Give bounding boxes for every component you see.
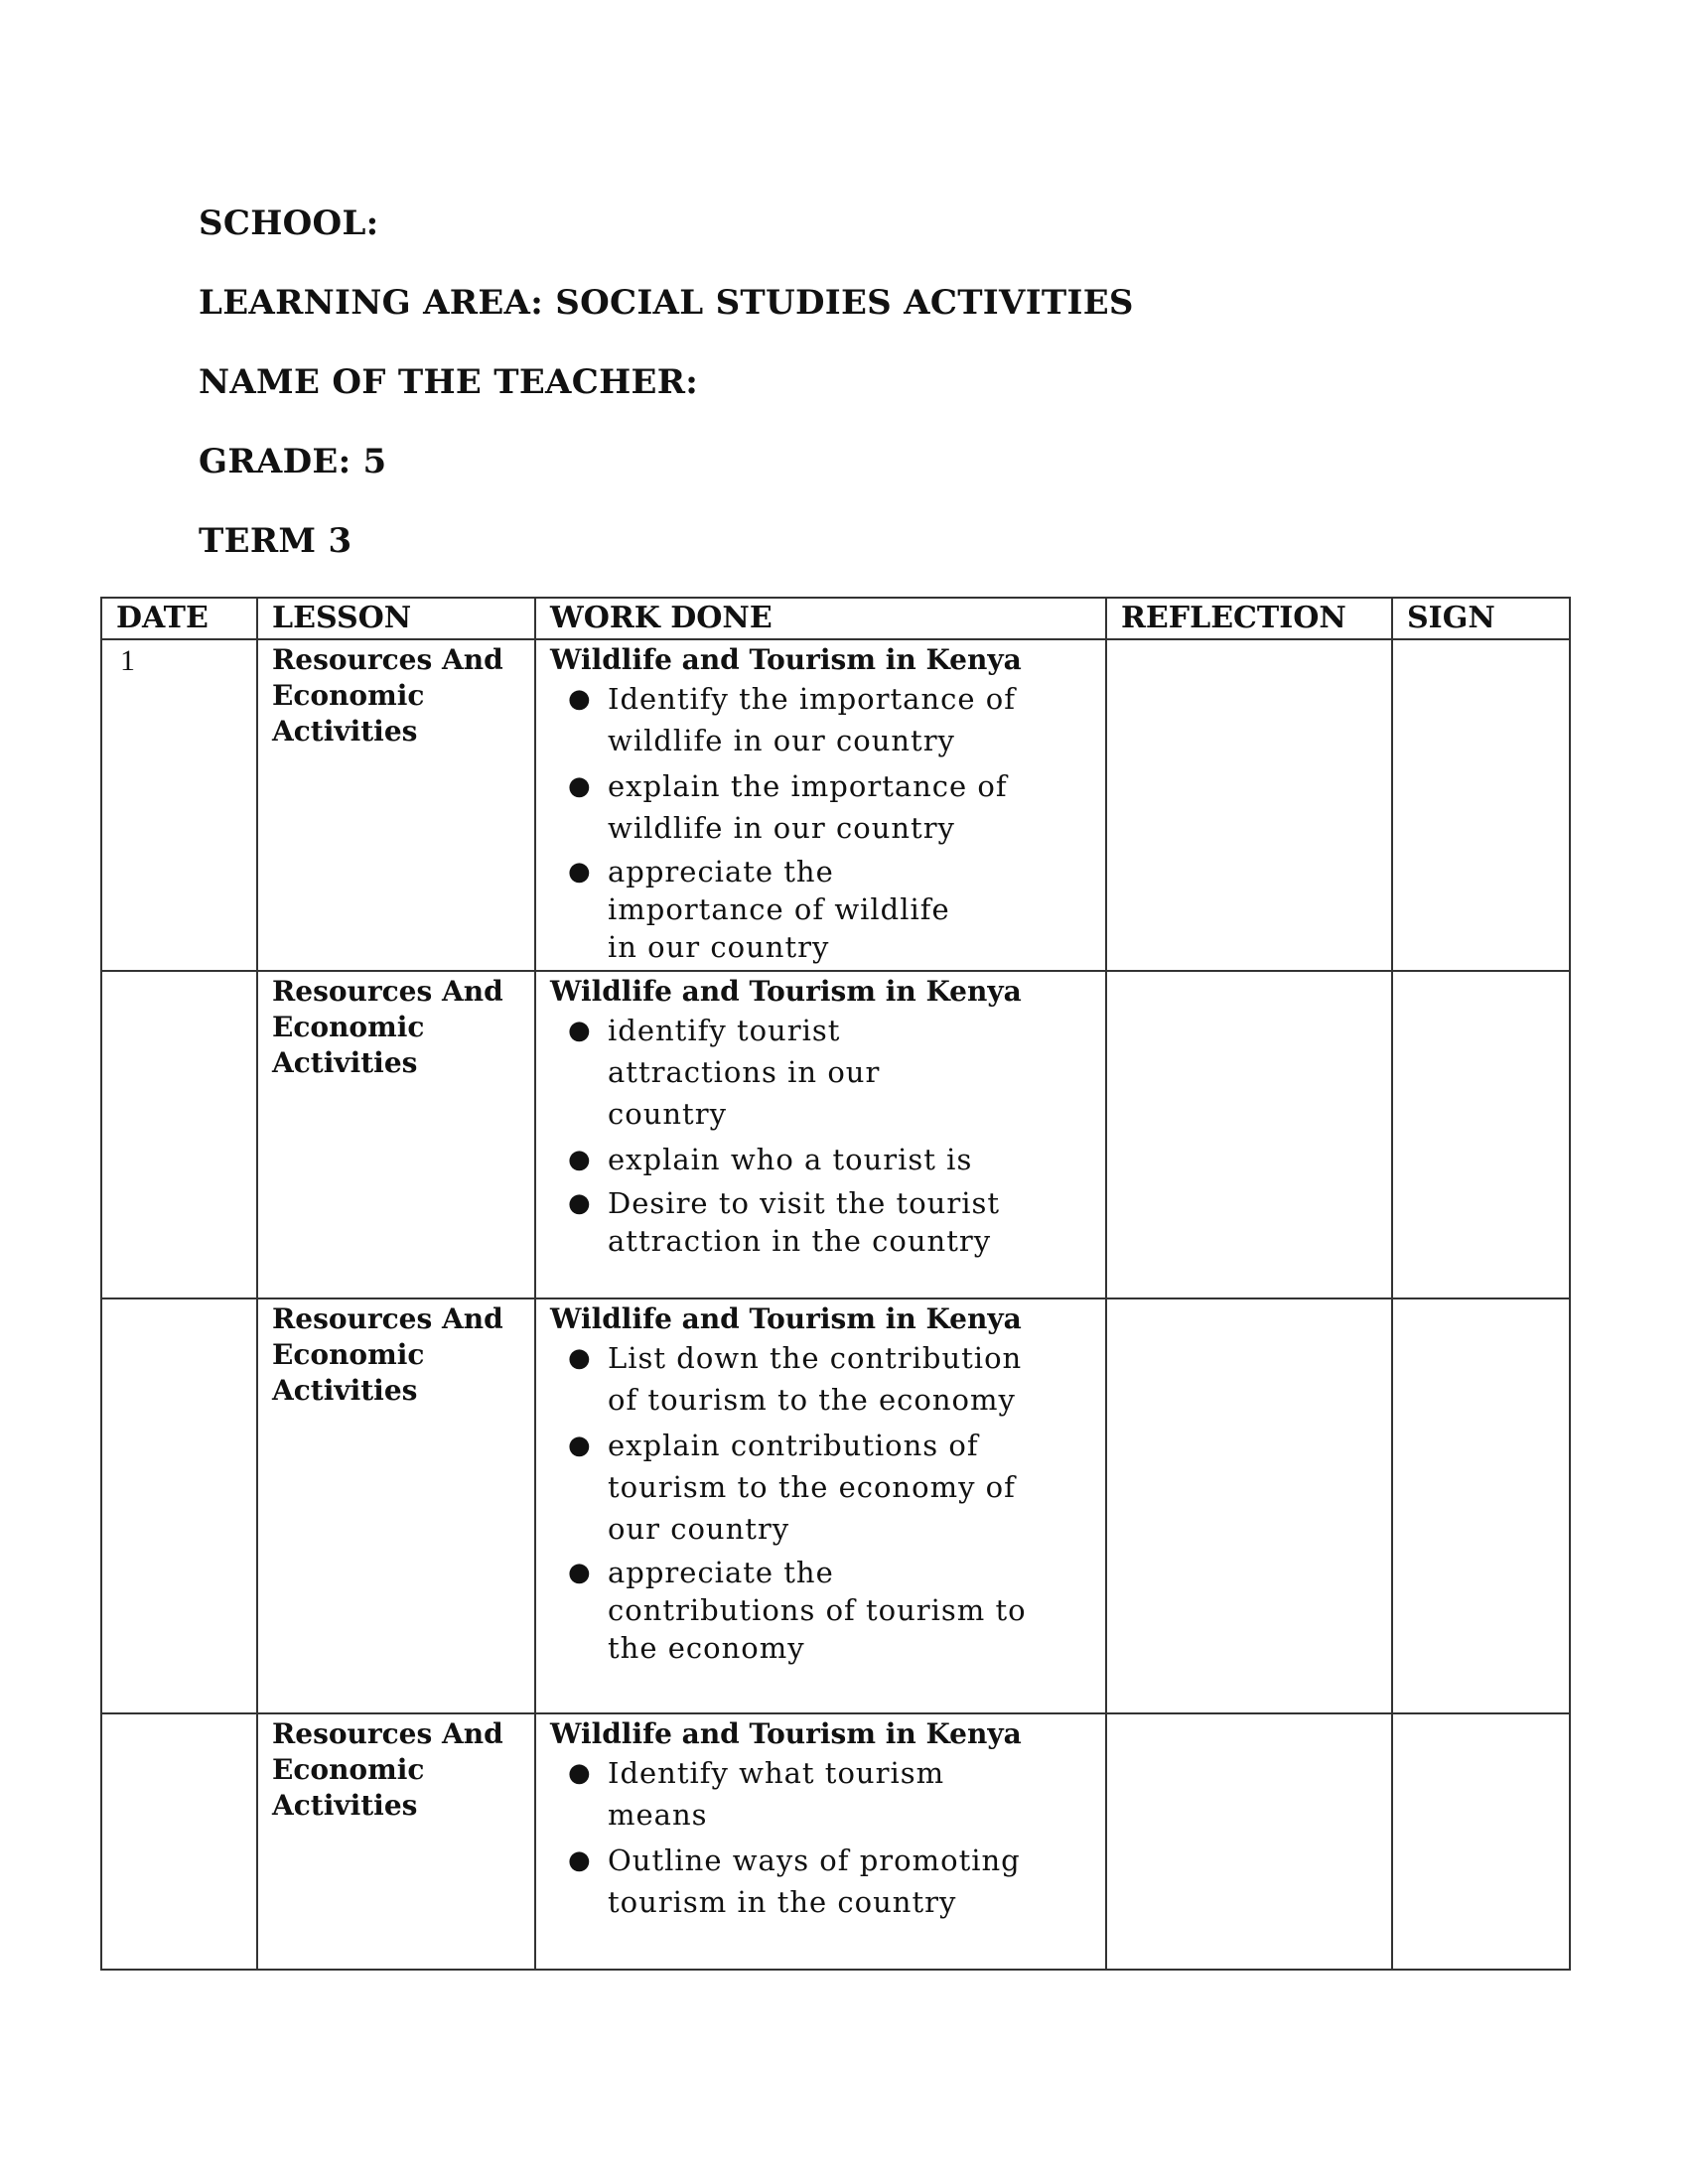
lesson-line: Economic [272,1338,425,1371]
reflection-cell [1106,971,1392,1298]
column-header-lesson: LESSON [257,598,535,639]
list-item: ● Outline ways of promoting tourism in the country [608,1840,1105,1927]
reflection-cell [1106,1298,1392,1713]
column-header-sign: SIGN [1392,598,1570,639]
objective-list [550,1752,1105,1927]
table-header-row [101,598,1570,639]
bullet-icon: ● [568,1188,592,1218]
lesson-line: Economic [272,1011,425,1043]
reflection-cell [1106,1713,1392,1970]
lesson-line: Resources And [272,975,503,1008]
bullet-icon: ● [568,1145,592,1174]
list-item: ● Desire to visit the tourist attraction in the country [568,1186,1001,1258]
sign-cell [1392,1298,1570,1713]
list-item: ● identify tourist attractions in our country [608,1010,1105,1139]
topic-title: Wildlife and Tourism in Kenya [550,1717,1022,1750]
topic-title: Wildlife and Tourism in Kenya [550,1302,1022,1335]
sign-cell [1392,639,1570,971]
work-done-cell [535,1298,1106,1713]
work-done-cell [535,971,1106,1298]
bullet-icon: ● [568,1016,592,1045]
grade-field: GRADE: 5 [199,442,387,481]
bullet-icon: ● [568,684,592,714]
list-item: ● Identify what tourism means [608,1752,1105,1840]
column-header-reflection: REFLECTION [1106,598,1392,639]
lesson-cell [257,639,535,971]
reflection-cell [1106,639,1392,971]
column-header-date: DATE [101,598,257,639]
lesson-line: Activities [272,1789,418,1822]
learning-area-field: LEARNING AREA: SOCIAL STUDIES ACTIVITIES [199,283,1134,323]
sign-cell [1392,971,1570,1298]
objective-list [550,1010,1105,1264]
objective-list [550,678,1105,970]
table-row [101,1298,1570,1713]
lesson-line: Activities [272,715,418,748]
document-header [199,194,1134,591]
sign-cell [1392,1713,1570,1970]
lesson-line: Resources And [272,643,503,676]
bullet-icon: ● [568,1431,592,1460]
table-row [101,639,1570,971]
term-field: TERM 3 [199,521,352,561]
bullet-icon: ● [568,1758,592,1788]
lesson-cell [257,1713,535,1970]
bullet-icon: ● [568,771,592,801]
date-cell [101,1713,257,1970]
bullet-icon: ● [568,1558,592,1587]
topic-title: Wildlife and Tourism in Kenya [550,643,1022,676]
list-item: ● List down the contribution of tourism to the economy [608,1337,1105,1425]
date-cell [101,971,257,1298]
list-item: ● appreciate the importance of wildlife in our country [568,855,950,964]
lesson-record-table [100,597,1571,1971]
bullet-icon: ● [568,1343,592,1373]
list-item: ● appreciate the contributions of tourism to the economy [568,1556,1027,1665]
work-done-cell [535,1713,1106,1970]
column-header-work-done: WORK DONE [535,598,1106,639]
list-item: ● explain who a tourist is [608,1139,1105,1184]
objective-list [550,1337,1105,1671]
date-cell [101,1298,257,1713]
lesson-line: Resources And [272,1302,503,1335]
lesson-line: Economic [272,1753,425,1786]
list-item: ● explain contributions of tourism to the economy of our country [608,1425,1105,1554]
topic-title: Wildlife and Tourism in Kenya [550,975,1022,1008]
teacher-name-field: NAME OF THE TEACHER: [199,362,699,402]
bullet-icon: ● [568,1845,592,1875]
work-done-cell [535,639,1106,971]
bullet-icon: ● [568,857,592,887]
lesson-line: Resources And [272,1717,503,1750]
lesson-line: Activities [272,1374,418,1407]
date-cell: 1 [101,639,257,971]
list-item: ● explain the importance of wildlife in our country [608,765,1105,853]
table-row [101,971,1570,1298]
list-item: ● Identify the importance of wildlife in our country [608,678,1105,765]
school-field: SCHOOL: [199,204,379,243]
lesson-line: Economic [272,679,425,712]
table-row [101,1713,1570,1970]
lesson-line: Activities [272,1046,418,1079]
lesson-cell [257,1298,535,1713]
lesson-cell [257,971,535,1298]
